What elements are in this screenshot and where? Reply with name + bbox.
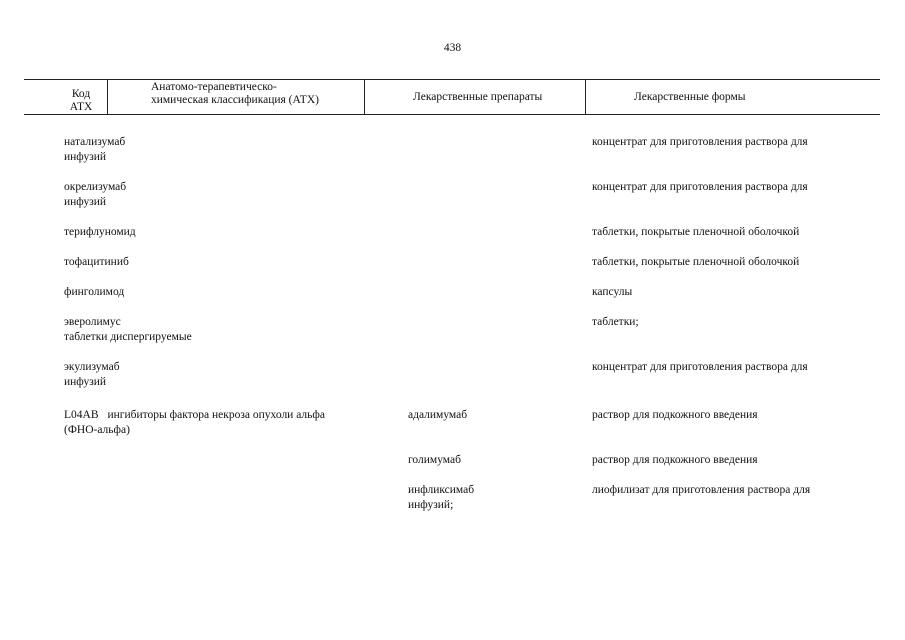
dosage-form: концентрат для приготовления раствора для — [592, 181, 808, 193]
header-classification: Анатомо-терапевтическо- химическая классификация (АТХ) — [151, 81, 319, 106]
header-divider — [364, 80, 365, 115]
drug-name: окрелизумаб инфузий — [64, 181, 127, 208]
dosage-form: раствор для подкожного введения — [592, 409, 758, 421]
dosage-form: таблетки; — [592, 316, 639, 328]
dosage-form: таблетки, покрытые пленочной оболочкой — [592, 256, 800, 268]
drug-name: голимумаб — [408, 454, 461, 466]
dosage-form: раствор для подкожного введения — [592, 454, 758, 466]
dosage-form: таблетки, покрытые пленочной оболочкой — [592, 226, 800, 238]
atc-code: L04AB — [64, 409, 99, 421]
drug-name: эверолимус таблетки диспергируемые — [64, 316, 192, 343]
drug-name: тофацитиниб — [64, 256, 129, 268]
header-divider — [585, 80, 586, 115]
dosage-form: концентрат для приготовления раствора для — [592, 361, 808, 373]
drug-name: натализумаб инфузий — [64, 136, 126, 163]
dosage-form: концентрат для приготовления раствора для — [592, 136, 808, 148]
atc-group-name-cont: (ФНО-альфа) — [64, 424, 130, 436]
header-code: Код АТХ — [69, 88, 93, 113]
header-top-rule — [24, 79, 880, 80]
header-bottom-rule — [24, 114, 880, 115]
atc-group-name: ингибиторы фактора некроза опухоли альфа — [107, 409, 325, 421]
header-drugs: Лекарственные препараты — [413, 91, 543, 103]
header-divider — [107, 80, 108, 115]
atc-group — [64, 408, 325, 438]
drug-name: финголимод — [64, 286, 125, 298]
dosage-form: лиофилизат для приготовления раствора для — [592, 484, 811, 496]
atc-group-line — [64, 408, 325, 423]
dosage-form: капсулы — [592, 286, 633, 298]
drug-name: адалимумаб — [408, 409, 468, 421]
page-number: 438 — [443, 42, 462, 54]
drug-name: экулизумаб инфузий — [64, 361, 120, 388]
drug-name: терифлуномид — [64, 226, 136, 238]
drug-name: инфликсимаб инфузий; — [408, 484, 475, 511]
header-forms: Лекарственные формы — [634, 91, 746, 103]
